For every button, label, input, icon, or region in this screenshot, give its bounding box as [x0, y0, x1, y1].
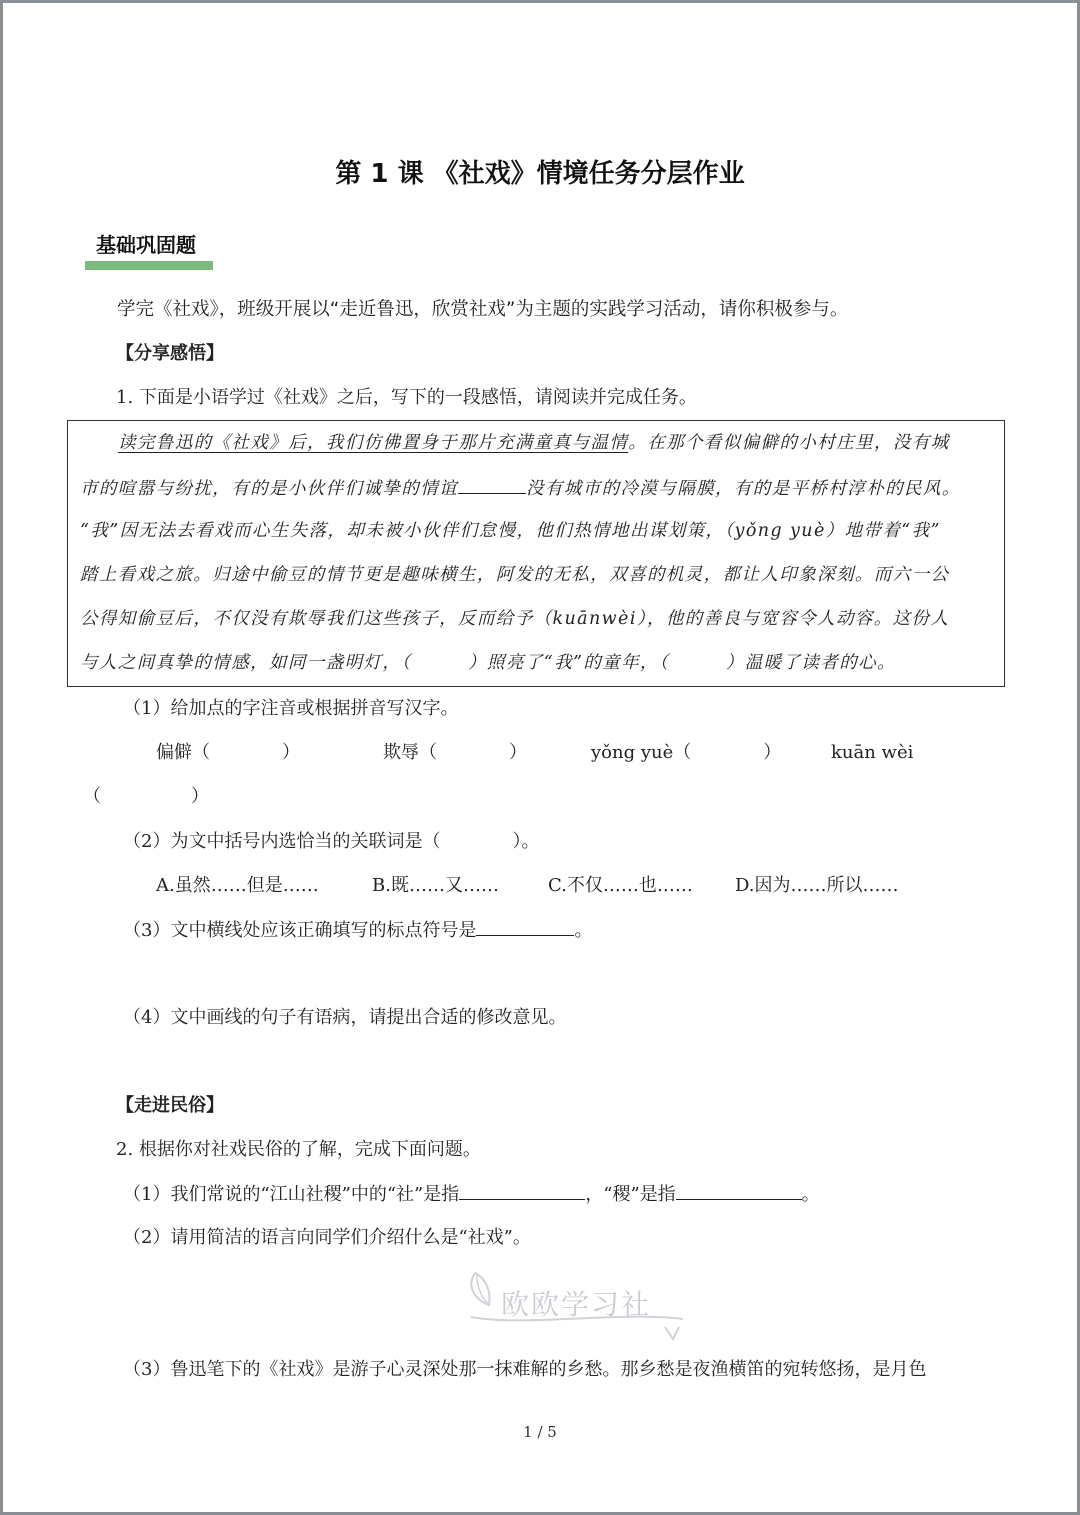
question-text: 。 [574, 920, 593, 941]
pinyin-item-2: 欺辱（ ） [383, 742, 527, 763]
passage-line-3: “我”因无法去看戏而心生失落，却未被小伙伴们怠慢，他们热情地出谋划策，（yǒng yuè）地带着“我” [80, 521, 941, 541]
passage-line-4: 踏上看戏之旅。归途中偷豆的情节更是趣味横生，阿发的无私，双喜的机灵，都让人印象深刻。而六一公 [80, 565, 950, 585]
passage-line-1 [118, 431, 950, 455]
passage-text: 没有城市的冷漠与隔膜，有的是平桥村淳朴的民风。 [526, 479, 961, 499]
page-number: 1 / 5 [523, 1423, 557, 1441]
option-c: C.不仅……也…… [548, 875, 693, 896]
question-1-2: （2）为文中括号内选恰当的关联词是（ ）。 [123, 831, 540, 852]
question-1-4: （4）文中画线的句子有语病，请提出合适的修改意见。 [123, 1007, 567, 1028]
passage-line-2 [80, 475, 961, 501]
answer-blank[interactable] [458, 475, 526, 494]
question-text: ，“稷”是指 [585, 1184, 676, 1205]
watermark-text: 欧欧学习社 [501, 1288, 652, 1321]
question-text: （1）我们常说的“江山社稷”中的“社”是指 [123, 1184, 460, 1205]
part2-heading: 【走进民俗】 [116, 1095, 224, 1116]
page-title: 第 1 课 《社戏》情境任务分层作业 [335, 159, 745, 189]
passage-text: 市的喧嚣与纷扰，有的是小伙伴们诚挚的情谊 [80, 479, 458, 499]
document-page [3, 3, 1077, 1512]
passage-line-6: 与人之间真挚的情感，如同一盏明灯，（ ）照亮了“我”的童年，（ ）温暖了读者的心。 [80, 653, 896, 673]
passage-text: 。在那个看似偏僻的小村庄里，没有城 [628, 433, 950, 453]
part1-heading: 【分享感悟】 [116, 343, 224, 364]
option-d: D.因为……所以…… [735, 875, 899, 896]
question-text: 。 [801, 1184, 820, 1205]
question-1: 1. 下面是小语学过《社戏》之后，写下的一段感悟，请阅读并完成任务。 [116, 387, 697, 408]
question-text: （3）文中横线处应该正确填写的标点符号是 [123, 920, 477, 941]
section-underline-bar [85, 261, 213, 270]
underlined-sentence: 读完鲁迅的《社戏》后，我们仿佛置身于那片充满童真与温情 [118, 433, 629, 453]
question-1-3 [123, 917, 592, 944]
question-2-3: （3）鲁迅笔下的《社戏》是游子心灵深处那一抹难解的乡愁。那乡愁是夜渔横笛的宛转悠扬，是月色 [123, 1359, 927, 1380]
option-a: A.虽然……但是…… [156, 875, 319, 896]
pinyin-item-1: 偏僻（ ） [156, 742, 300, 763]
pinyin-item-4-blank: （ ） [83, 786, 209, 807]
section-heading: 基础巩固题 [96, 233, 196, 257]
answer-blank[interactable] [476, 917, 574, 936]
question-2-2: （2）请用简洁的语言向同学们介绍什么是“社戏”。 [123, 1227, 531, 1248]
passage-box [67, 420, 1005, 687]
intro-text: 学完《社戏》，班级开展以“走近鲁迅，欣赏社戏”为主题的实践学习活动，请你积极参与。 [117, 299, 849, 320]
question-2-1 [123, 1181, 820, 1208]
question-2: 2. 根据你对社戏民俗的了解，完成下面问题。 [116, 1139, 481, 1160]
watermark [465, 1265, 695, 1345]
passage-line-5: 公得知偷豆后，不仅没有欺辱我们这些孩子，反而给予（kuānwèi），他的善良与宽容令人动容。这份人 [80, 609, 950, 629]
pinyin-item-4: kuān wèi [831, 742, 914, 763]
question-1-1: （1）给加点的字注音或根据拼音写汉字。 [123, 698, 459, 719]
answer-blank[interactable] [459, 1181, 585, 1200]
option-b: B.既……又…… [372, 875, 499, 896]
answer-blank[interactable] [676, 1181, 802, 1200]
pinyin-item-3: yǒng yuè（ ） [591, 742, 782, 763]
